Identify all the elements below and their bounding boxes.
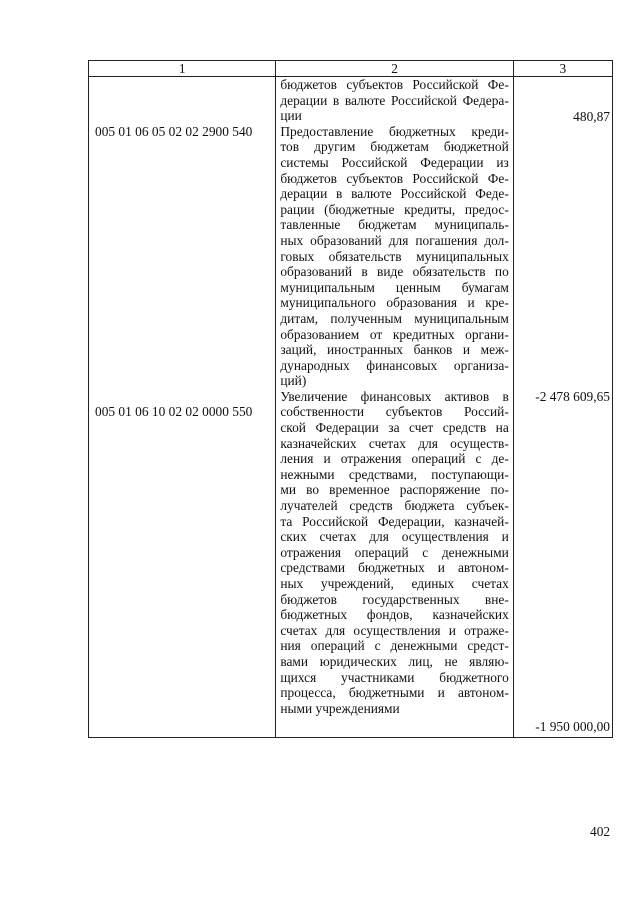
amount-2: -2 478 609,65 [535, 389, 610, 404]
description-line: ции [280, 108, 302, 124]
header-col-1: 1 [89, 61, 276, 77]
description-line: нежными средствами, поступающи- [280, 466, 509, 482]
description-line: дитам, полученным муниципальным [280, 310, 509, 326]
description-line: рации (бюджетные кредиты, предос- [280, 201, 509, 217]
description-line: ных учреждений, единых счетах [280, 576, 509, 591]
description-line: процесса, бюджетными и автоном- [280, 685, 509, 701]
description-line: дерации в валюте Российской Федера- [280, 92, 509, 108]
description-line: заций, иностранных банков и меж- [280, 342, 509, 358]
description-line: бюджетов субъектов Российской Фе- [280, 77, 509, 92]
amount-1: 480,87 [573, 109, 610, 124]
description-text [276, 77, 512, 716]
budget-table [88, 60, 613, 738]
amount-cell [513, 77, 612, 738]
description-line: бюджетных фондов, казначейских [280, 607, 509, 623]
description-line: счетах для осуществления и отраже- [280, 622, 509, 638]
description-line: собственности субъектов Россий- [280, 404, 509, 420]
description-line: ских счетах для осуществления и [280, 529, 509, 545]
description-line: ных образований для погашения дол- [280, 232, 509, 248]
amount-3: -1 950 000,00 [535, 719, 610, 734]
code-cell [89, 77, 276, 738]
description-line: бюджетов государственных вне- [280, 591, 509, 607]
budget-code-2: 005 01 06 10 02 02 0000 550 [95, 404, 253, 419]
description-line: бюджетов субъектов Российской Фе- [280, 170, 509, 186]
description-cell [276, 77, 513, 738]
description-line: та Российской Федерации, казначей- [280, 513, 509, 529]
description-line: Увеличение финансовых активов в [280, 388, 509, 404]
description-line: говых обязательств муниципальных [280, 248, 509, 264]
description-line: тавленные бюджетам муниципаль- [280, 217, 509, 233]
description-line: муниципального образования и кре- [280, 295, 509, 311]
table-header-row [89, 61, 613, 77]
description-line: муниципальным ценным бумагам [280, 279, 509, 295]
page-number: 402 [590, 824, 611, 839]
description-line: лучателей средств бюджета субъек- [280, 498, 509, 514]
description-line: образований в виде обязательств по [280, 264, 509, 280]
description-line: ций) [280, 373, 307, 389]
description-line: Предоставление бюджетных креди- [280, 123, 509, 139]
description-line: щихся участниками бюджетного [280, 669, 509, 685]
description-line: средствами бюджетных и автоном- [280, 560, 509, 576]
description-line: вами юридических лиц, не являю- [280, 653, 509, 669]
description-line: ми во временное распоряжение по- [280, 482, 509, 498]
header-col-2: 2 [276, 61, 513, 77]
description-line: системы Российской Федерации из [280, 154, 509, 170]
description-line: отражения операций с денежными [280, 544, 509, 560]
description-line: дерации в валюте Российской Феде- [280, 186, 509, 202]
description-line: казначейских счетах для осуществ- [280, 435, 509, 451]
description-line: ской Федерации за счет средств на [280, 420, 509, 436]
description-line: тов другим бюджетам бюджетной [280, 139, 509, 155]
description-line: ления и отражения операций с де- [280, 451, 509, 467]
description-line: ными учреждениями [280, 700, 400, 716]
budget-code-1: 005 01 06 05 02 02 2900 540 [95, 124, 253, 139]
description-line: ния операций с денежными средст- [280, 638, 509, 654]
description-line: образованием от кредитных органи- [280, 326, 509, 342]
description-line: дународных финансовых организа- [280, 357, 509, 373]
header-col-3: 3 [513, 61, 612, 77]
table-row [89, 77, 613, 738]
